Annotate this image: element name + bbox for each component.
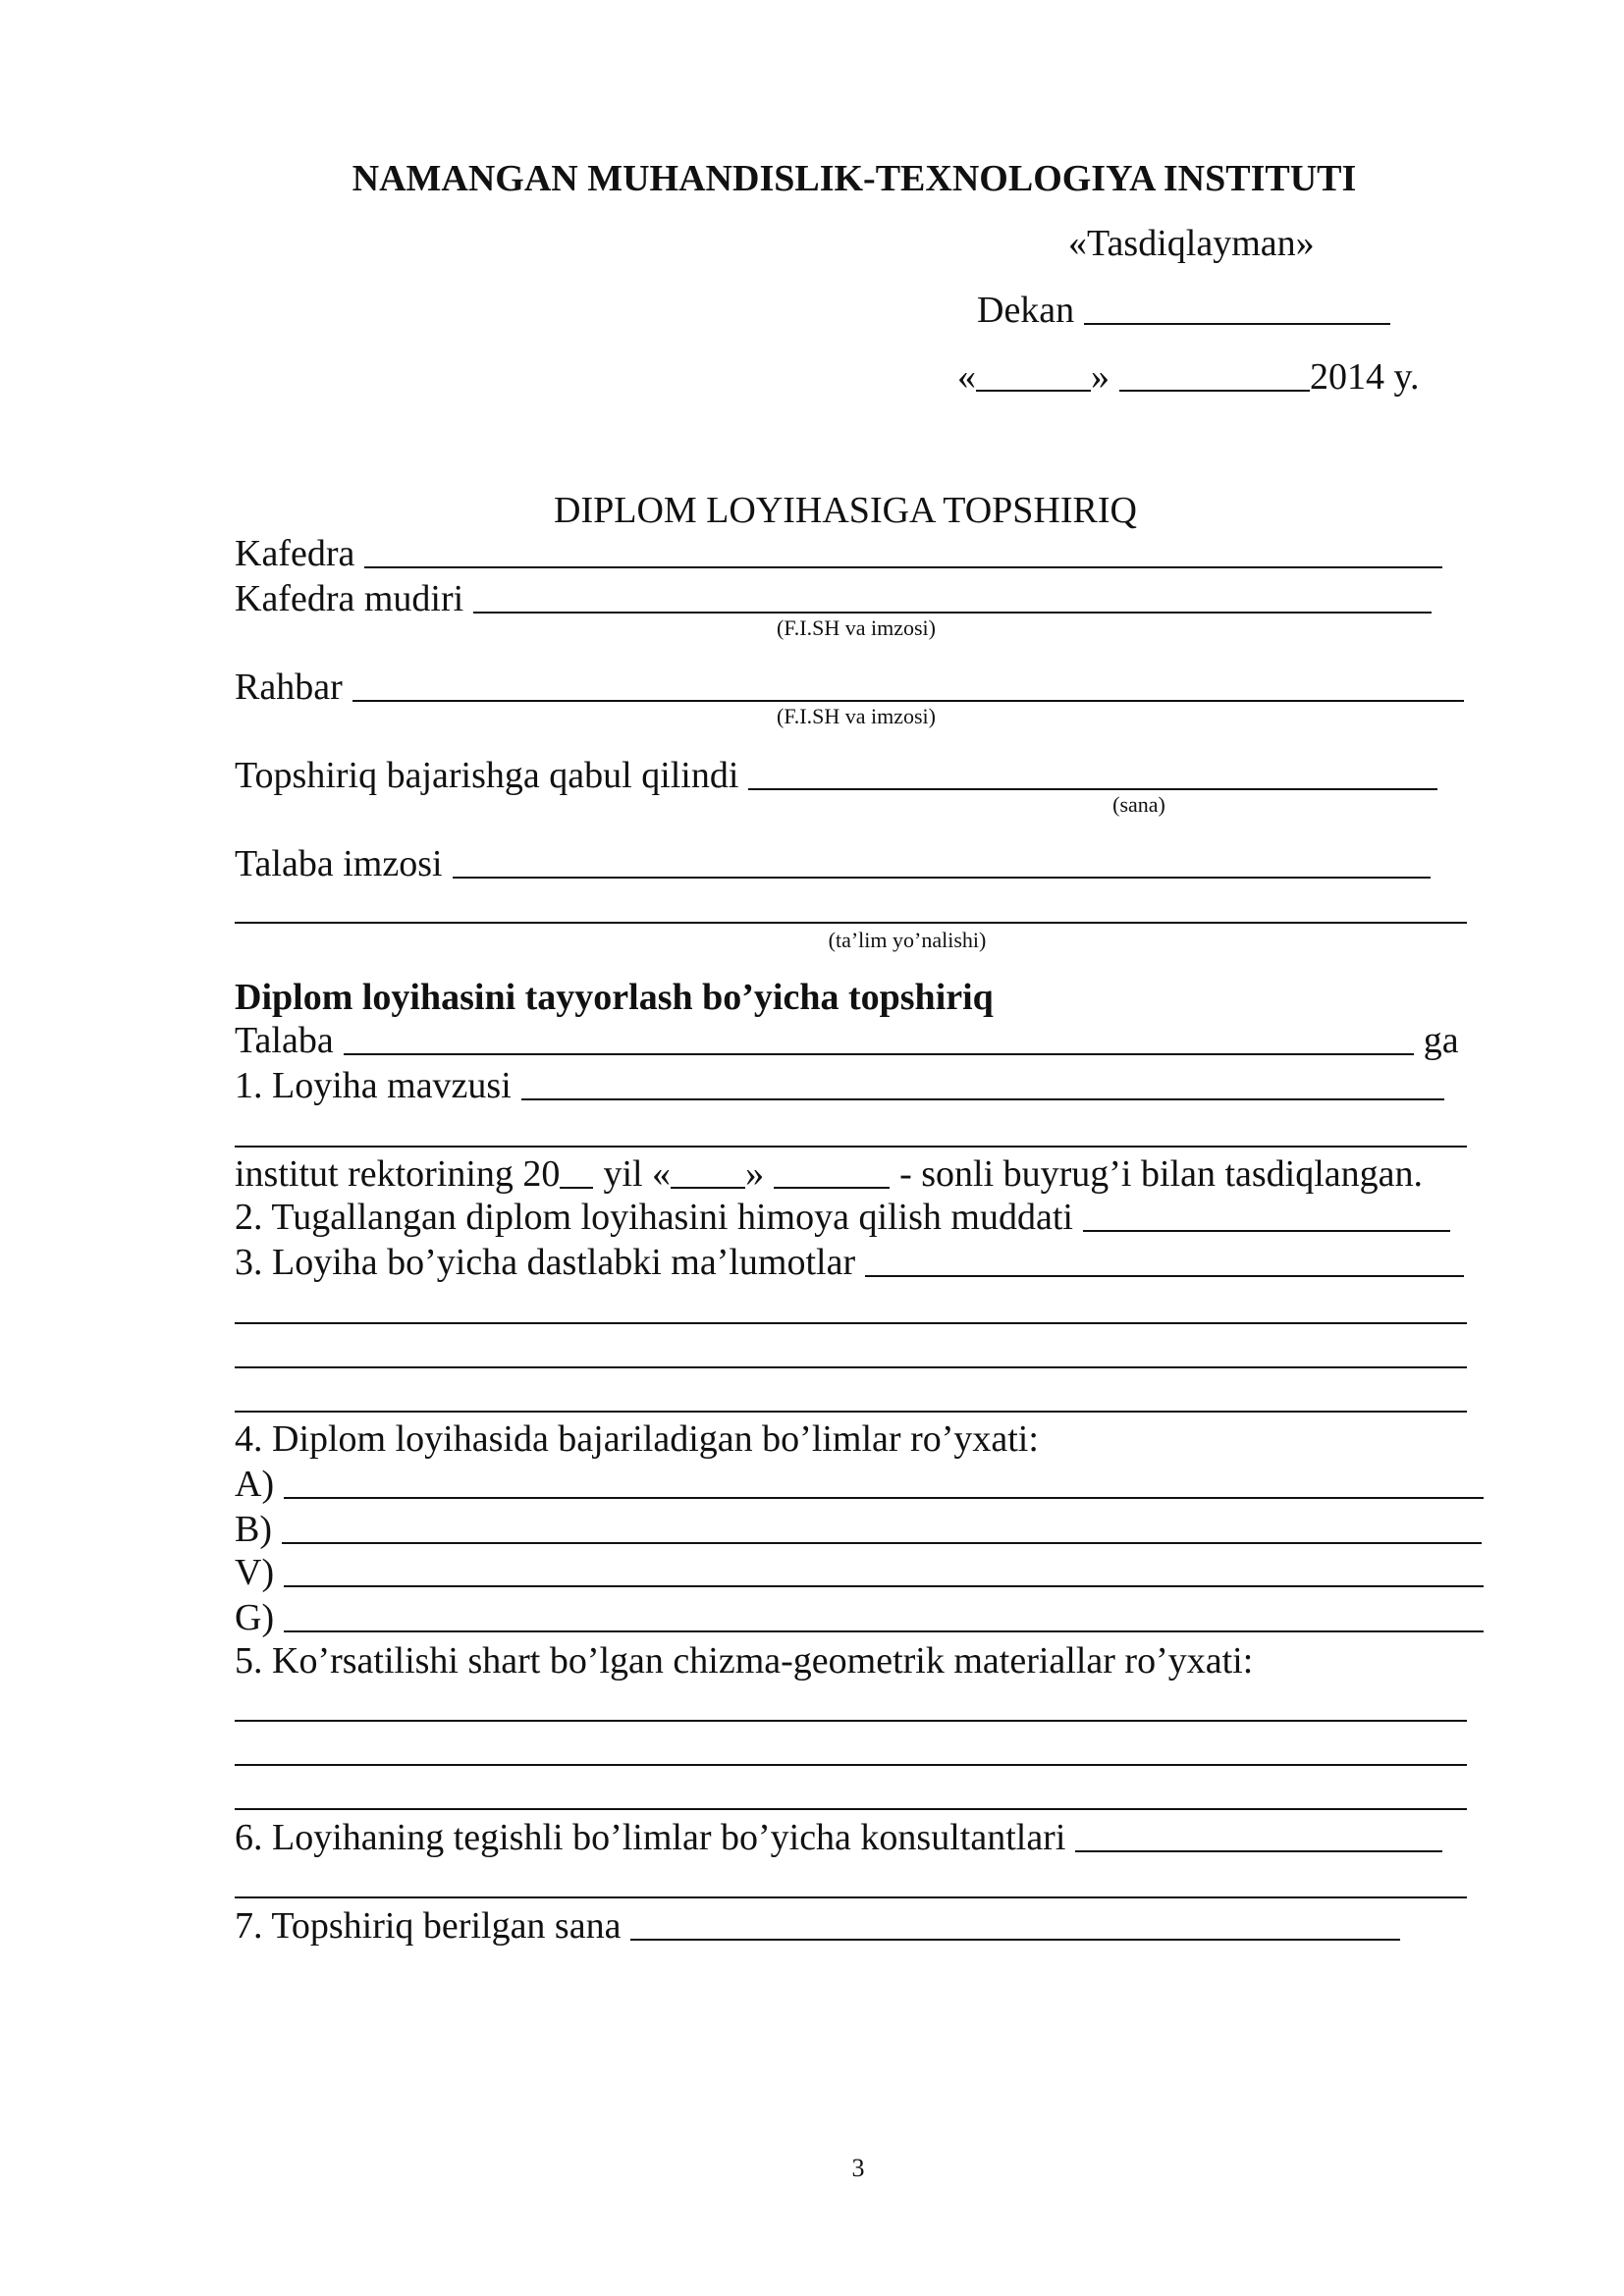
kafedra-mudiri-label: Kafedra mudiri [235,578,464,619]
item6-label: 6. Loyihaning tegishli bo’limlar bo’yicha konsultantlari [235,1817,1066,1858]
drawings-line[interactable] [235,1764,1467,1766]
approve-label: «Tasdiqlayman» [1068,223,1315,264]
initial-data-line[interactable] [235,1322,1467,1324]
dean-signature-row [977,289,1390,332]
order-text-b: yil « [603,1153,672,1195]
dean-label: Dekan [977,290,1075,331]
topic-field-line-2[interactable] [235,1146,1467,1148]
drawings-line[interactable] [235,1808,1467,1810]
order-text-c: » [745,1153,765,1195]
section-g-field[interactable] [284,1630,1484,1632]
date-day-field[interactable] [976,390,1091,392]
section-b-label: B) [235,1509,272,1550]
initial-data-line[interactable] [235,1411,1467,1413]
defense-deadline-field[interactable] [1083,1230,1450,1232]
rahbar-row [235,666,1464,709]
accepted-label: Topshiriq bajarishga qabul qilindi [235,755,739,796]
kafedra-field[interactable] [364,566,1442,568]
ga-suffix: ga [1423,1020,1459,1061]
approval-date-row [957,355,1420,399]
institute-title: NAMANGAN MUHANDISLIK-TEXNOLOGIYA INSTITUTI [352,158,1357,199]
topic-field[interactable] [521,1098,1444,1100]
date-month-field[interactable] [1119,390,1310,392]
item3-label: 3. Loyiha bo’yicha dastlabki ma’lumotlar [235,1242,856,1283]
item1-row [235,1064,1444,1107]
kafedra-mudiri-field[interactable] [473,612,1432,614]
item2-label: 2. Tugallangan diplom loyihasini himoya qilish muddati [235,1197,1073,1238]
item6-row [235,1816,1442,1859]
student-signature-field[interactable] [453,877,1431,879]
kafedra-label: Kafedra [235,533,355,574]
section-a-row [235,1463,1484,1506]
kafedra-mudiri-row [235,577,1432,620]
rahbar-field[interactable] [352,700,1464,702]
fish-caption: (F.I.SH va imzosi) [776,615,937,640]
student-signature-row [235,842,1431,885]
accepted-row [235,754,1437,797]
order-text-a: institut rektorining 20 [235,1153,561,1195]
section-g-row [235,1596,1484,1639]
order-text-d: - sonli buyrug’i bilan tasdiqlangan. [899,1153,1424,1195]
item7-row [235,1904,1400,1948]
section-v-row [235,1551,1484,1594]
kafedra-row [235,532,1442,575]
order-number-field[interactable] [774,1187,890,1189]
issue-date-field[interactable] [630,1939,1400,1941]
item5-label: 5. Ko’rsatilishi shart bo’lgan chizma-geometrik materiallar ro’yxati: [235,1640,1254,1682]
date-quote-close: » [1091,356,1110,398]
accepted-date-field[interactable] [748,788,1437,790]
consultants-field[interactable] [1075,1850,1442,1852]
fish-caption: (F.I.SH va imzosi) [776,704,937,728]
item7-label: 7. Topshiriq berilgan sana [235,1905,622,1947]
item4-label: 4. Diplom loyihasida bajariladigan bo’limlar ro’yxati: [235,1418,1039,1460]
item3-row [235,1241,1464,1284]
section-v-label: V) [235,1552,275,1593]
talaba-label: Talaba [235,1020,334,1061]
student-signature-label: Talaba imzosi [235,843,443,884]
direction-caption: (ta’lim yo’nalishi) [828,928,987,952]
order-day-field[interactable] [671,1187,745,1189]
form-title: DIPLOM LOYIHASIGA TOPSHIRIQ [554,490,1137,531]
rahbar-label: Rahbar [235,667,343,708]
task-heading: Diplom loyihasini tayyorlash bo’yicha topshiriq [235,977,994,1018]
order-year-field[interactable] [560,1187,593,1189]
item1-label: 1. Loyiha mavzusi [235,1065,512,1106]
consultants-line[interactable] [235,1896,1467,1898]
sana-caption: (sana) [1112,792,1165,817]
initial-data-field[interactable] [865,1275,1464,1277]
section-b-row [235,1508,1482,1551]
page-number: 3 [851,2154,865,2182]
item2-row [235,1196,1450,1239]
date-year: 2014 y. [1310,356,1420,398]
section-a-field[interactable] [284,1497,1484,1499]
drawings-line[interactable] [235,1720,1467,1722]
section-a-label: A) [235,1464,275,1505]
talaba-row [235,1019,1459,1062]
section-v-field[interactable] [284,1585,1484,1587]
direction-field[interactable] [235,922,1467,924]
section-b-field[interactable] [282,1542,1482,1544]
order-row [235,1152,1423,1196]
dean-signature-field[interactable] [1084,323,1390,325]
talaba-field[interactable] [344,1053,1414,1055]
date-quote-open: « [957,356,976,398]
initial-data-line[interactable] [235,1366,1467,1368]
section-g-label: G) [235,1597,275,1638]
